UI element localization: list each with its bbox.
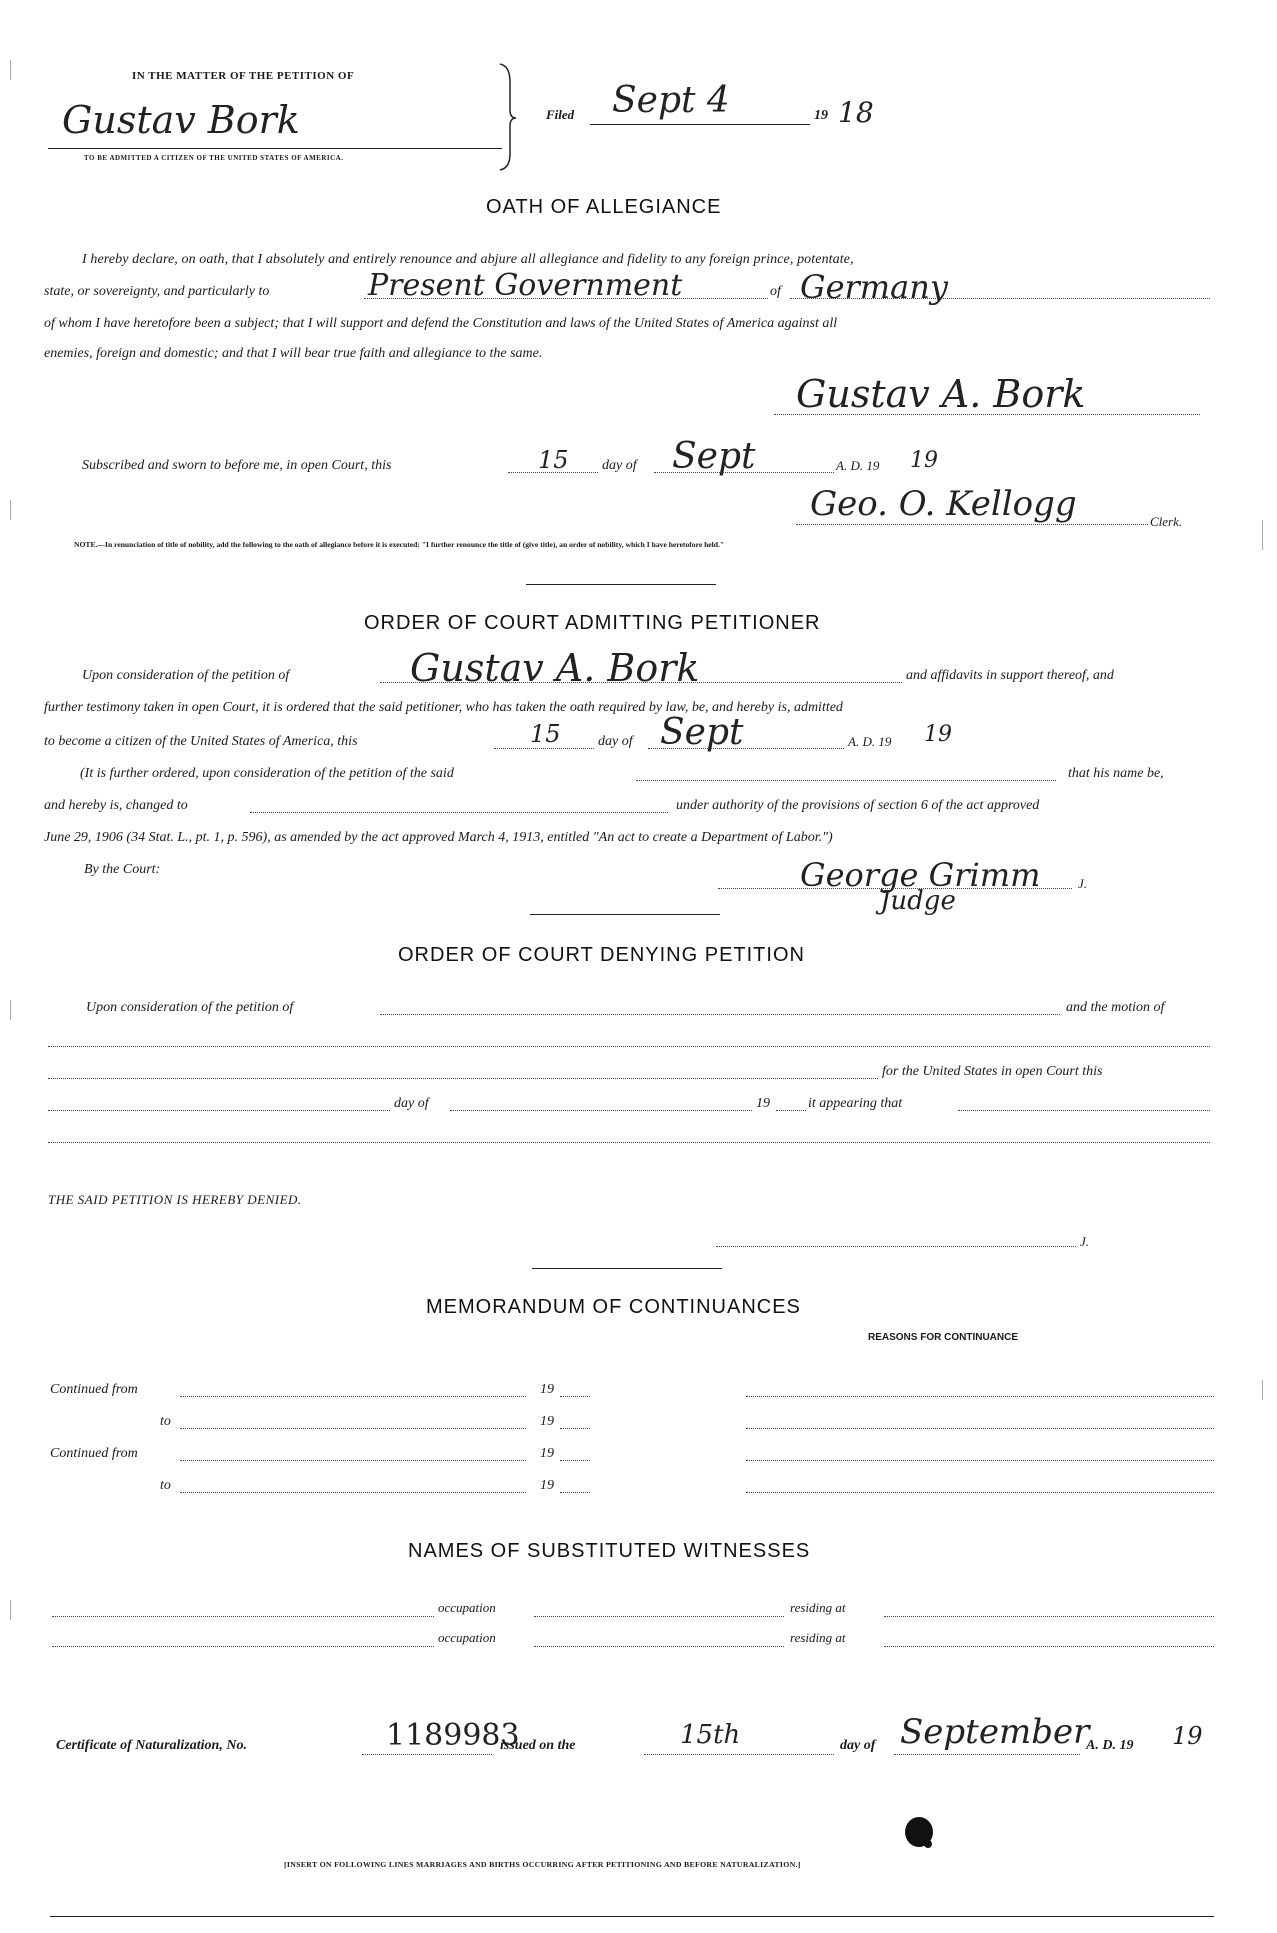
deny-line-2-blank — [48, 1046, 1210, 1047]
admit-line-5-post: under authority of the provisions of section 6 of the act approved — [676, 798, 1040, 813]
oath-line-3: of whom I have heretofore been a subject; that I will support and defend the Constitution and laws of the United States of America against all — [44, 316, 838, 331]
deny-j-label: J. — [1080, 1234, 1090, 1249]
country-line — [790, 298, 1210, 299]
oath-title: OATH OF ALLEGIANCE — [486, 196, 722, 218]
admit-ad: A. D. 19 — [848, 734, 892, 749]
certificate-dayof: day of — [840, 1738, 876, 1753]
continued-from-blank — [180, 1396, 526, 1397]
continued-to-blank — [180, 1428, 526, 1429]
sovereign-handwritten: Present Government — [368, 268, 683, 303]
margin-tick — [10, 500, 11, 520]
filed-year-handwritten: 18 — [838, 96, 874, 129]
section-divider — [526, 584, 716, 585]
judge-line — [718, 888, 1072, 889]
admit-line-4-blank — [636, 780, 1056, 781]
nobility-note: NOTE.—In renunciation of title of nobility, add the following to the oath of allegiance before it is executed: "I further renounce the title of (give title), an order of nobility, which I have heretofore held." — [74, 540, 725, 549]
admit-month-line — [648, 748, 844, 749]
insert-line — [50, 1916, 1214, 1917]
oath-line-2-pre: state, or sovereignty, and particularly to — [44, 284, 270, 299]
section-divider — [532, 1268, 722, 1269]
margin-tick — [1262, 520, 1263, 550]
reason-line — [746, 1428, 1214, 1429]
admit-day-line — [494, 748, 594, 749]
continuances-title: MEMORANDUM OF CONTINUANCES — [426, 1296, 801, 1318]
reasons-label: REASONS FOR CONTINUANCE — [868, 1332, 1019, 1343]
deny-day-blank — [48, 1110, 390, 1111]
deny-month-blank — [450, 1110, 752, 1111]
margin-tick — [10, 60, 11, 80]
admit-name-handwritten: Gustav A. Bork — [410, 646, 700, 690]
clerk-signature: Geo. O. Kellogg — [810, 484, 1077, 524]
sworn-dayof: day of — [602, 458, 637, 473]
continued-from-blank — [180, 1460, 526, 1461]
continued-year-blank — [560, 1396, 590, 1397]
filed-label: Filed — [546, 107, 575, 122]
sworn-month-handwritten: Sept — [672, 436, 756, 477]
reason-line — [746, 1492, 1214, 1493]
denied-statement: THE SAID PETITION IS HEREBY DENIED. — [48, 1192, 302, 1207]
oath-line-4: enemies, foreign and domestic; and that I will bear true faith and allegiance to the same. — [44, 346, 543, 361]
ink-blot — [902, 1814, 936, 1852]
admit-line-5-pre: and hereby is, changed to — [44, 798, 188, 813]
clerk-line — [796, 524, 1148, 525]
reason-line — [746, 1460, 1214, 1461]
margin-tick — [10, 1600, 11, 1620]
continued-year: 19 — [540, 1478, 554, 1493]
petitioner-signature: Gustav A. Bork — [796, 372, 1086, 416]
deny-line-4-blank — [958, 1110, 1210, 1111]
margin-tick — [1262, 1380, 1263, 1400]
deny-line-3-post: for the United States in open Court this — [882, 1064, 1103, 1079]
sworn-month-line — [654, 472, 834, 473]
admit-month-handwritten: Sept — [660, 712, 744, 753]
deny-line-1-post: and the motion of — [1066, 1000, 1165, 1015]
witness-residing-line — [884, 1616, 1214, 1617]
certificate-number-line — [362, 1754, 492, 1755]
witness-residing-label: residing at — [790, 1600, 846, 1615]
deny-line-5-blank — [48, 1142, 1210, 1143]
admit-line-1-pre: Upon consideration of the petition of — [82, 668, 290, 683]
certificate-day-line — [644, 1754, 834, 1755]
judge-signature: George Grimm — [800, 856, 1041, 894]
continued-from-label: Continued from — [50, 1446, 138, 1461]
filed-date-line — [590, 124, 810, 125]
by-the-court: By the Court: — [84, 862, 161, 877]
witness-occupation-label: occupation — [438, 1600, 496, 1615]
judge-title-handwritten: Judge — [880, 886, 956, 916]
continued-year-blank — [560, 1428, 590, 1429]
continued-from-label: Continued from — [50, 1382, 138, 1397]
certificate-month-handwritten: September — [900, 1712, 1090, 1752]
sworn-ad: A. D. 19 — [836, 458, 880, 473]
admit-day-handwritten: 15 — [530, 720, 561, 748]
admit-name-line — [380, 682, 902, 683]
sworn-day-handwritten: 15 — [538, 446, 569, 474]
sovereign-line — [364, 298, 768, 299]
certificate-label: Certificate of Naturalization, No. — [56, 1738, 247, 1753]
oath-line-1: I hereby declare, on oath, that I absolutely and entirely renounce and abjure all allegiance and fidelity to any foreign prince, potentate, — [82, 252, 854, 267]
deny-title: ORDER OF COURT DENYING PETITION — [398, 944, 805, 966]
admitted-label: TO BE ADMITTED A CITIZEN OF THE UNITED STATES OF AMERICA. — [84, 154, 344, 162]
margin-tick — [10, 1000, 11, 1020]
petitioner-name-handwritten: Gustav Bork — [62, 98, 300, 142]
deny-line-1-pre: Upon consideration of the petition of — [86, 1000, 294, 1015]
continued-year: 19 — [540, 1414, 554, 1429]
admit-line-5-blank — [250, 812, 668, 813]
witnesses-title: NAMES OF SUBSTITUTED WITNESSES — [408, 1540, 811, 1562]
admit-title: ORDER OF COURT ADMITTING PETITIONER — [364, 612, 821, 634]
matter-label: IN THE MATTER OF THE PETITION OF — [132, 70, 355, 82]
continued-to-label: to — [160, 1478, 171, 1493]
sworn-year-handwritten: 19 — [910, 448, 938, 473]
deny-line-4-post: it appearing that — [808, 1096, 903, 1111]
clerk-label: Clerk. — [1150, 514, 1183, 529]
admit-line-2: further testimony taken in open Court, it is ordered that the said petitioner, who has taken the oath required by law, be, and hereby is, admitted — [44, 700, 843, 715]
judge-j-label: J. — [1078, 876, 1088, 891]
admit-line-6: June 29, 1906 (34 Stat. L., pt. 1, p. 596), as amended by the act approved March 4, 1913, entitled "An act to create a Department of Labor.") — [44, 830, 833, 845]
deny-year-blank — [776, 1110, 806, 1111]
admit-line-4-pre: (It is further ordered, upon consideration of the petition of the said — [80, 766, 454, 781]
deny-line-3-blank — [48, 1078, 878, 1079]
country-handwritten: Germany — [800, 268, 948, 306]
witness-name-line — [52, 1646, 434, 1647]
deny-day-of: day of — [394, 1096, 429, 1111]
admit-line-4-post: that his name be, — [1068, 766, 1164, 781]
witness-occupation-line — [534, 1646, 784, 1647]
deny-judge-line — [716, 1246, 1076, 1247]
continued-year: 19 — [540, 1382, 554, 1397]
admit-line-3-pre: to become a citizen of the United States of America, this — [44, 734, 358, 749]
witness-occupation-label: occupation — [438, 1630, 496, 1645]
header-bracket — [498, 62, 518, 172]
admit-line-1-post: and affidavits in support thereof, and — [906, 668, 1114, 683]
continued-year: 19 — [540, 1446, 554, 1461]
certificate-year-handwritten: 19 — [1172, 1722, 1203, 1750]
sworn-text: Subscribed and sworn to before me, in open Court, this — [82, 458, 392, 473]
witness-occupation-line — [534, 1616, 784, 1617]
certificate-number-handwritten: 1189983 — [386, 1718, 520, 1753]
reason-line — [746, 1396, 1214, 1397]
signature-line — [774, 414, 1200, 415]
continued-to-label: to — [160, 1414, 171, 1429]
admit-dayof: day of — [598, 734, 633, 749]
petitioner-name-line — [48, 148, 502, 149]
continued-year-blank — [560, 1460, 590, 1461]
filed-date-handwritten: Sept 4 — [612, 80, 730, 121]
deny-year-19: 19 — [756, 1096, 770, 1111]
deny-line-1-blank — [380, 1014, 1060, 1015]
oath-line-2-of: of — [770, 284, 781, 299]
witness-residing-line — [884, 1646, 1214, 1647]
insert-note: [INSERT ON FOLLOWING LINES MARRIAGES AND BIRTHS OCCURRING AFTER PETITIONING AND BEFORE NATURALIZATION.] — [284, 1860, 801, 1869]
section-divider — [530, 914, 720, 915]
sworn-day-line — [508, 472, 598, 473]
certificate-month-line — [894, 1754, 1080, 1755]
filed-year-prefix: 19 — [814, 108, 828, 123]
continued-year-blank — [560, 1492, 590, 1493]
witness-residing-label: residing at — [790, 1630, 846, 1645]
certificate-ad: A. D. 19 — [1086, 1738, 1134, 1753]
certificate-day-handwritten: 15th — [680, 1720, 741, 1750]
certificate-issued: issued on the — [500, 1738, 576, 1753]
admit-year-handwritten: 19 — [924, 722, 952, 747]
witness-name-line — [52, 1616, 434, 1617]
continued-to-blank — [180, 1492, 526, 1493]
